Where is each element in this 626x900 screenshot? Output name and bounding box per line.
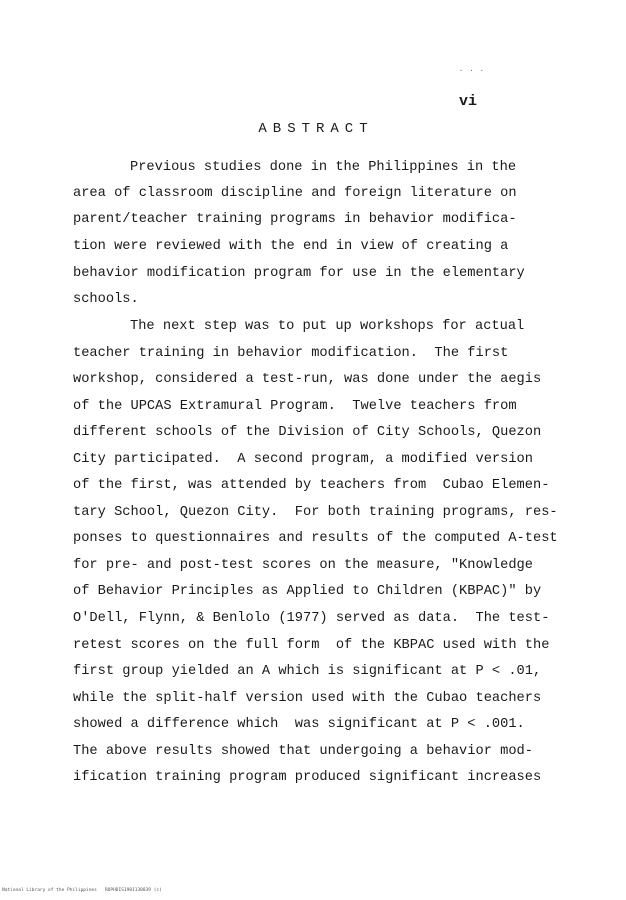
abstract-line: area of classroom discipline and foreign literature on — [73, 186, 517, 201]
page-number: vi — [459, 93, 478, 110]
abstract-line: O'Dell, Flynn, & Benlolo (1977) served as data. The test- — [73, 611, 550, 626]
page-corner-mark: . . . — [459, 66, 486, 74]
abstract-line: teacher training in behavior modification. The first — [73, 346, 509, 361]
abstract-line: schools. — [73, 292, 139, 307]
abstract-line: first group yielded an A which is significant at P < .01, — [73, 664, 542, 679]
abstract-line: of Behavior Principles as Applied to Children (KBPAC)" by — [73, 584, 542, 599]
abstract-line: different schools of the Division of City Schools, Quezon — [73, 425, 542, 440]
abstract-title: ABSTRACT — [258, 121, 374, 137]
abstract-line: while the split-half version used with the Cubao teachers — [73, 691, 542, 706]
footer-watermark: National Library of the Philippines ROPHDIS1901130839 (c) — [2, 888, 162, 893]
abstract-line: The above results showed that undergoing a behavior mod- — [73, 744, 533, 759]
abstract-line: retest scores on the full form of the KBPAC used with the — [73, 638, 550, 653]
abstract-line: ification training program produced significant increases — [73, 770, 542, 785]
abstract-line: tion were reviewed with the end in view of creating a — [73, 239, 509, 254]
abstract-line: workshop, considered a test-run, was done under the aegis — [73, 372, 542, 387]
abstract-line: behavior modification program for use in the elementary — [73, 266, 525, 281]
abstract-line: ponses to questionnaires and results of the computed A-test — [73, 531, 558, 546]
abstract-line: City participated. A second program, a modified version — [73, 452, 533, 467]
abstract-line: for pre- and post-test scores on the measure, "Knowledge — [73, 558, 533, 573]
abstract-line: The next step was to put up workshops for actual — [130, 319, 525, 334]
abstract-line: of the first, was attended by teachers from Cubao Elemen- — [73, 478, 550, 493]
abstract-line: of the UPCAS Extramural Program. Twelve teachers from — [73, 399, 517, 414]
abstract-line: parent/teacher training programs in behavior modifica- — [73, 212, 517, 227]
abstract-line: showed a difference which was significant at P < .001. — [73, 717, 525, 732]
abstract-line: Previous studies done in the Philippines in the — [130, 160, 517, 175]
abstract-line: tary School, Quezon City. For both training programs, res- — [73, 505, 558, 520]
